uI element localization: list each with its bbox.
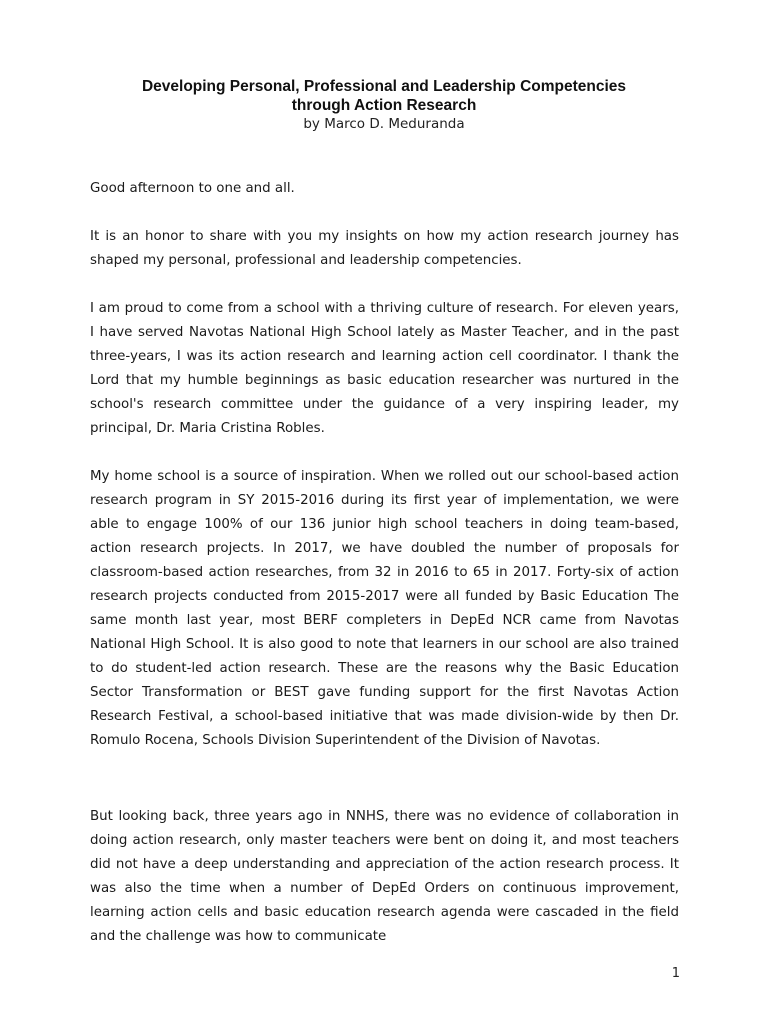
paragraph-honor bbox=[90, 225, 679, 273]
paragraph-school-culture bbox=[90, 297, 679, 441]
author-byline: by Marco D. Meduranda bbox=[303, 116, 465, 132]
paragraph-text: It is an honor to share with you my insights on how my action research journey has shaped my personal, professional and leadership competencies. bbox=[90, 229, 679, 268]
page-number: 1 bbox=[671, 966, 680, 981]
paragraph-text: My home school is a source of inspiration. When we rolled out our school-based action research program in SY 2015-2016 during its first year of implementation, we were able to engage 100% of our 136 junior high school teachers in doing team-based, action research projects. In 2017, we have doubled the number of proposals for classroom-based action researches, from 32 in 2016 to 65 in 2017. Forty-six of action research projects conducted from 2015-2017 were all funded by Basic Education The same month last year, most BERF completers in DepEd NCR came from Navotas National High School. It is also good to note that learners in our school are also trained to do student-led action research. These are the reasons why the Basic Education Sector Transformation or BEST gave funding support for the first Navotas Action Research Festival, a school-based initiative that was made division-wide by then Dr. Romulo Rocena, Schools Division Superintendent of the Division of Navotas. bbox=[90, 469, 679, 748]
paragraph-text: I am proud to come from a school with a thriving culture of research. For eleven years, I have served Navotas National High School lately as Master Teacher, and in the past three-years, I was its action research and learning action cell coordinator. I thank the Lord that my humble beginnings as basic education researcher was nurtured in the school's research committee under the guidance of a very inspiring leader, my principal, Dr. Maria Cristina Robles. bbox=[90, 301, 679, 436]
title-line-1: Developing Personal, Professional and Leadership Competencies bbox=[141, 78, 627, 95]
paragraph-text: Good afternoon to one and all. bbox=[90, 181, 295, 196]
paragraph-home-school bbox=[90, 465, 679, 753]
paragraph-looking-back bbox=[90, 805, 679, 949]
title-line-2: through Action Research bbox=[291, 97, 477, 114]
paragraph-text: But looking back, three years ago in NNHS, there was no evidence of collaboration in doing action research, only master teachers were bent on doing it, and most teachers did not have a deep understanding and appreciation of the action research process. It was also the time when a number of DepEd Orders on continuous improvement, learning action cells and basic education research agenda were cascaded in the field and the challenge was how to communicate bbox=[90, 809, 679, 944]
paragraph-greeting bbox=[90, 177, 679, 201]
document-title bbox=[60, 77, 708, 115]
